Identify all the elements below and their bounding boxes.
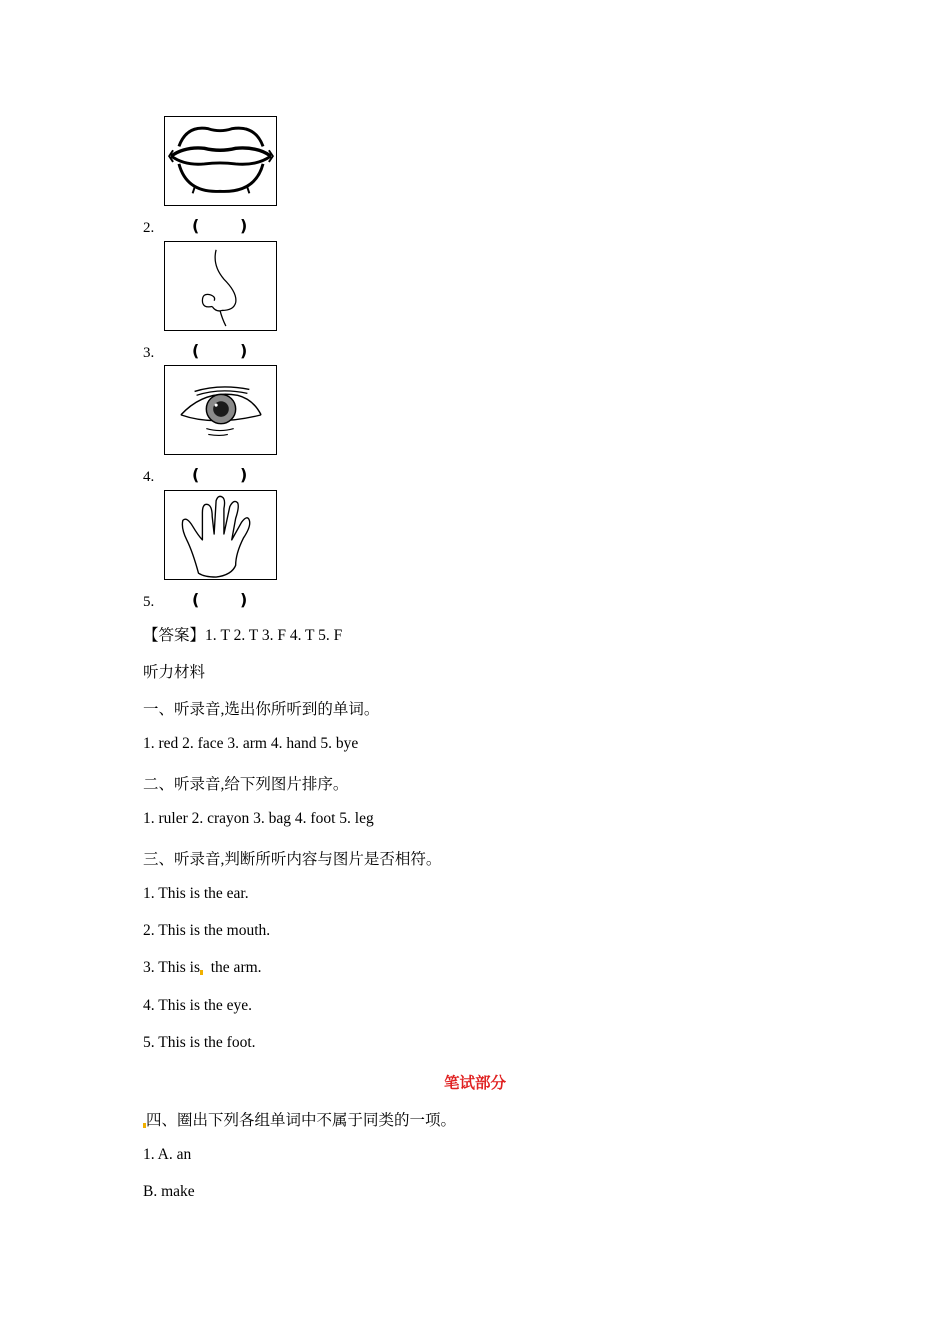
- section-one-words: 1. red 2. face 3. arm 4. hand 5. bye: [143, 735, 359, 752]
- listening-item: 5. This is the foot.: [143, 1034, 256, 1051]
- nose-picture: [164, 241, 277, 331]
- written-section-heading: 笔试部分: [443, 1074, 506, 1092]
- listening-item-part: 3. This is: [143, 959, 200, 976]
- listening-item: 1. This is the ear.: [143, 885, 249, 902]
- nose-icon: [165, 242, 276, 330]
- question-number: 4.: [143, 469, 155, 485]
- question-number: 2.: [143, 220, 155, 236]
- eye-picture: [164, 365, 277, 455]
- listening-title: 听力材料: [143, 664, 206, 681]
- listening-item-part: the arm.: [210, 959, 262, 976]
- edit-marker: [200, 970, 203, 975]
- eye-icon: [165, 366, 276, 454]
- mouth-picture: [164, 116, 277, 206]
- answer-blank[interactable]: ( ): [192, 465, 248, 484]
- section-one-title: 一、听录音,选出你所听到的单词。: [143, 701, 380, 718]
- section-three-title: 三、听录音,判断所听内容与图片是否相符。: [143, 851, 442, 868]
- question-number: 5.: [143, 594, 155, 610]
- section-two-words: 1. ruler 2. crayon 3. bag 4. foot 5. leg: [143, 810, 374, 827]
- answer-blank[interactable]: ( ): [192, 590, 248, 609]
- hand-icon: [165, 491, 276, 579]
- choice-item: B. make: [143, 1183, 195, 1200]
- question-number: 3.: [143, 345, 155, 361]
- hand-picture: [164, 490, 277, 580]
- section-four-title: [143, 1108, 456, 1130]
- listening-item: [143, 959, 262, 977]
- answer-line: 【答案】1. T 2. T 3. F 4. T 5. F: [143, 627, 343, 644]
- section-two-title: 二、听录音,给下列图片排序。: [143, 776, 349, 793]
- answer-blank[interactable]: ( ): [192, 216, 248, 235]
- listening-item: 4. This is the eye.: [143, 997, 253, 1014]
- section-four-title-text: 四、圈出下列各组单词中不属于同类的一项。: [146, 1112, 457, 1129]
- answer-blank[interactable]: ( ): [192, 341, 248, 360]
- choice-item: 1. A. an: [143, 1146, 192, 1163]
- listening-item: 2. This is the mouth.: [143, 922, 271, 939]
- mouth-icon: [165, 117, 276, 205]
